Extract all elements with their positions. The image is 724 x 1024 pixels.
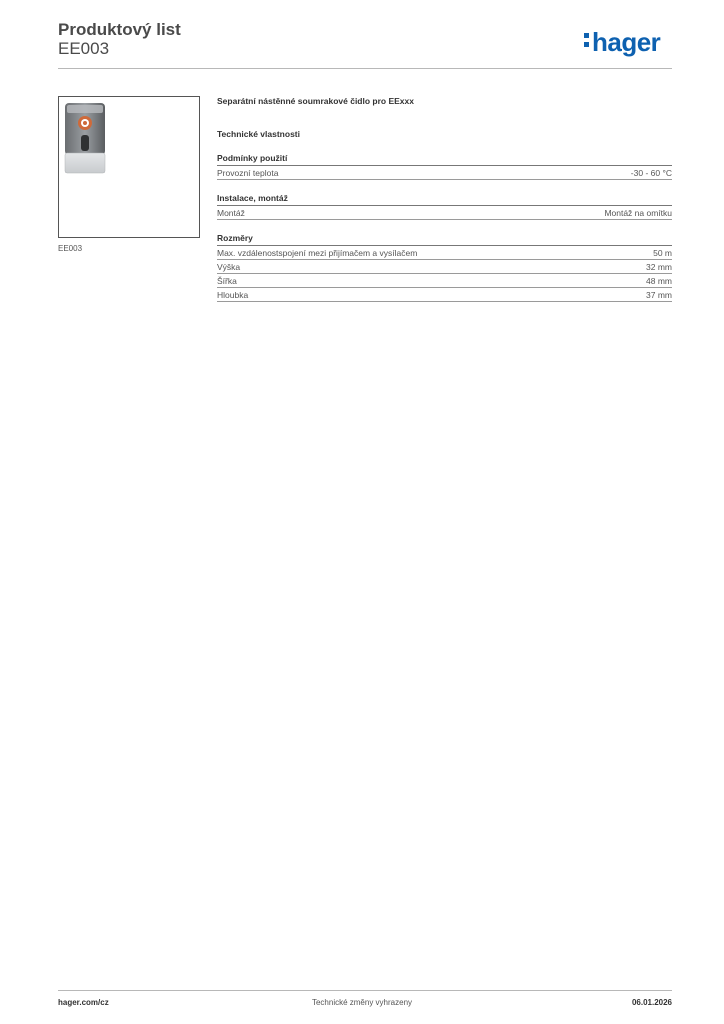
image-caption: EE003 xyxy=(58,244,83,253)
spec-row xyxy=(217,288,672,302)
product-image xyxy=(58,96,200,238)
spec-label: Hloubka xyxy=(217,290,249,300)
section-title: Technické vlastnosti xyxy=(217,129,300,139)
spec-label: Provozní teplota xyxy=(217,168,279,178)
spec-value: -30 - 60 °C xyxy=(630,168,672,178)
group-title: Instalace, montáž xyxy=(217,193,672,206)
spec-value: Montáž na omítku xyxy=(604,208,672,218)
footer-divider xyxy=(58,990,672,991)
spec-row xyxy=(217,206,672,220)
footer-date: 06.01.2026 xyxy=(631,998,672,1007)
spec-label: Výška xyxy=(217,262,241,272)
logo-text: hager xyxy=(592,27,661,57)
spec-label: Max. vzdálenostspojení mezi přijímačem a vysílačem xyxy=(217,248,418,258)
footer-website: hager.com/cz xyxy=(58,998,109,1007)
spec-label: Montáž xyxy=(217,208,245,218)
spec-row xyxy=(217,260,672,274)
group-title: Rozměry xyxy=(217,233,672,246)
spec-value: 32 mm xyxy=(646,262,672,272)
product-details xyxy=(217,96,672,302)
header-divider xyxy=(58,68,672,69)
sensor-device-icon xyxy=(59,97,199,237)
spec-row xyxy=(217,274,672,288)
spec-value: 48 mm xyxy=(646,276,672,286)
footer-disclaimer: Technické změny vyhrazeny xyxy=(311,998,413,1007)
product-headline: Separátní nástěnné soumrakové čidlo pro EExxx xyxy=(217,96,414,106)
product-code: EE003 xyxy=(58,39,110,58)
logo-mark-icon xyxy=(584,33,589,51)
spec-row xyxy=(217,166,672,180)
group-title: Podmínky použití xyxy=(217,153,672,166)
spec-value: 37 mm xyxy=(646,290,672,300)
spec-value: 50 m xyxy=(653,248,672,258)
hager-logo xyxy=(592,27,660,57)
spec-label: Šířka xyxy=(217,276,237,286)
page-title: Produktový list xyxy=(58,20,181,39)
spec-row xyxy=(217,246,672,260)
